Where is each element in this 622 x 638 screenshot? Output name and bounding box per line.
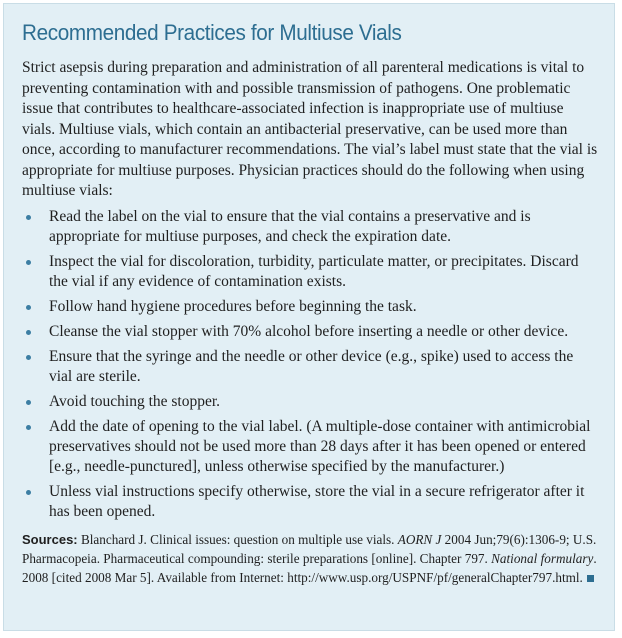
bullet-dot-icon — [26, 425, 31, 430]
list-item-text: Inspect the vial for discoloration, turbidity, particulate matter, or precipitates. Discard the vial if any evidence of contamination exists. — [49, 252, 579, 290]
bullet-dot-icon — [26, 490, 31, 495]
bullet-dot-icon — [26, 305, 31, 310]
list-item-text: Avoid touching the stopper. — [49, 392, 221, 410]
list-item — [22, 207, 598, 247]
list-item — [22, 417, 598, 477]
list-item — [22, 322, 598, 342]
list-item — [22, 347, 598, 387]
intro-paragraph: Strict asepsis during preparation and administration of all parenteral medications is vital to preventing contamination with and possible transmission of pathogens. One problematic issue that contributes to healthcare-associated infection is inappropriate use of multiuse vials. Multiuse vials, which contain an antibacterial preservative, can be used more than once, according to manufacturer recommendations. The vial’s label must state that the vial is appropriate for multiuse purposes. Physician practices should do the following when using multiuse vials: — [22, 59, 598, 199]
list-item-text: Follow hand hygiene procedures before beginning the task. — [49, 297, 417, 315]
list-item-text: Unless vial instructions specify otherwise, store the vial in a secure refrigerator after it has been opened. — [49, 482, 585, 520]
sources-text-part1: Blanchard J. Clinical issues: question on multiple use vials. — [80, 531, 398, 547]
list-item — [22, 482, 598, 522]
bullet-dot-icon — [26, 400, 31, 405]
sources-text-part2: 2004 Jun;79(6):1306-9; U.S. Pharmacopeia. Pharmaceutical compounding: sterile preparations [online]. Chapter 797. — [22, 531, 597, 566]
box-title: Recommended Practices for Multiuse Vials — [22, 20, 402, 45]
list-item — [22, 252, 598, 292]
bullet-dot-icon — [26, 260, 31, 265]
formulary-name: National formulary — [491, 550, 594, 566]
sources-citation — [22, 530, 598, 587]
list-item-text: Read the label on the vial to ensure that the vial contains a preservative and is appropriate for multiuse purposes, and check the expiration date. — [49, 207, 531, 245]
list-item — [22, 297, 598, 317]
list-item — [22, 392, 598, 412]
journal-name: AORN J — [397, 531, 442, 547]
multiuse-vials-sidebar-box — [3, 3, 615, 631]
list-item-text: Ensure that the syringe and the needle or other device (e.g., spike) used to access the vial are sterile. — [49, 347, 574, 385]
end-of-article-square-icon — [587, 575, 594, 582]
bullet-dot-icon — [26, 330, 31, 335]
list-item-text: Cleanse the vial stopper with 70% alcohol before inserting a needle or other device. — [49, 322, 569, 340]
sources-text-part3: . 2008 [cited 2008 Mar 5]. Available from Internet: http://www.usp.org/USPNF/pf/generalChapter797.html. — [22, 550, 597, 585]
bullet-dot-icon — [26, 355, 31, 360]
practice-list — [22, 207, 598, 522]
bullet-dot-icon — [26, 215, 31, 220]
list-item-text: Add the date of opening to the vial label. (A multiple-dose container with antimicrobial preservatives should not be used more than 28 days after it has been opened or entered [e.g., needle-punctured], unless otherwise specified by the manufacturer.) — [49, 417, 591, 475]
sources-label: Sources: — [22, 531, 78, 547]
